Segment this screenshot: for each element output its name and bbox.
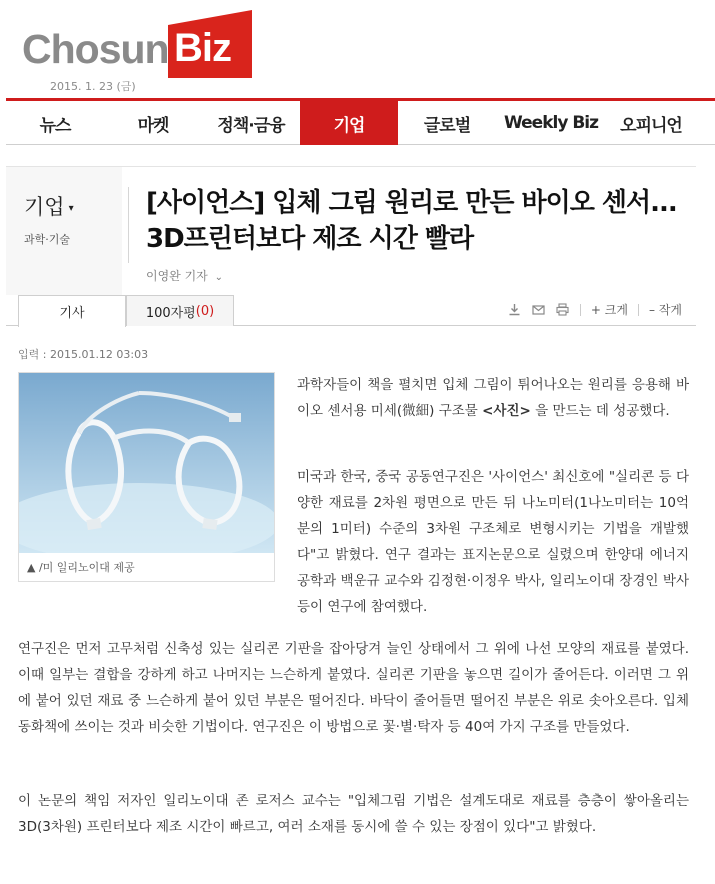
nav-news[interactable]: 뉴스 (39, 115, 71, 136)
byline-author: 이영완 기자 (146, 269, 208, 283)
print-icon[interactable] (556, 303, 570, 317)
nav-policy-finance[interactable]: 정책·금융 (217, 115, 285, 136)
article-tabbar (6, 295, 696, 326)
main-nav (6, 98, 715, 145)
logo-text-chosun: Chosun (22, 26, 169, 72)
tab-comments-label: 100자평 (145, 305, 196, 321)
chevron-down-icon: ⌄ (214, 272, 223, 283)
paragraph-1-text-a: 과학자들이 책을 펼치면 입체 그림이 튀어나오는 원리를 응용해 바이오 센서용 미세(微細) 구조물 (297, 377, 689, 419)
caret-down-icon: ▾ (68, 202, 74, 214)
nav-business[interactable]: 기업 (300, 101, 398, 145)
section-subtitle[interactable]: 과학·기술 (24, 233, 71, 246)
section-box (6, 167, 122, 295)
section-title[interactable] (24, 191, 74, 221)
nav-global[interactable]: 글로벌 (423, 115, 471, 136)
paragraph-1 (297, 372, 689, 424)
tab-article-label: 기사 (59, 306, 85, 321)
paragraph-3: 연구진은 먼저 고무처럼 신축성 있는 실리콘 기판을 잡아당겨 늘인 상태에서 그 위에 나선 모양의 재료를 붙였다. 이때 일부는 결합을 강하게 하고 나머지는 느슨하게 붙였다. 실리콘 기판을 놓으면 길이가 줄어든다. 이러면 그 위에 붙어 있던 재료 중 느슨하게 붙어 있던 부분은 떨어진다. 바닥이 줄어들면 떨어진 부분은 위로 솟아오른다. 입체 동화책에 쓰이는 것과 비슷한 기법이다. 연구진은 이 방법으로 꽃·별·탁자 등 40여 가지 구조를 만들었다. (18, 641, 689, 735)
comment-count: (0) (195, 303, 215, 319)
nav-market[interactable]: 마켓 (137, 115, 169, 136)
font-increase-label: 크게 (604, 303, 628, 317)
byline[interactable] (146, 267, 223, 284)
paragraph-2: 미국과 한국, 중국 공동연구진은 '사이언스' 최신호에 "실리콘 등 다양한 재료를 2차원 평면으로 만든 뒤 나노미터(1나노미터는 10억분의 1미터) 수준의 3차원 구조체로 변형시키는 기법을 개발했다"고 밝혔다. 연구 결과는 표지논문으로 실렸으며 한양대 에너지공학과 백운규 교수와 김정현·이정우 박사, 일리노이대 장경인 박사 등이 연구에 참여했다. (297, 469, 689, 615)
tab-comments[interactable] (126, 295, 234, 326)
logo-text-biz: Biz (174, 26, 231, 70)
font-decrease-label: 작게 (658, 303, 682, 317)
tool-separator (580, 304, 581, 316)
nav-weekly-biz[interactable]: Weekly Biz (503, 113, 599, 133)
input-date: 입력 : 2015.01.12 03:03 (18, 348, 149, 361)
header-date: 2015. 1. 23 (금) (50, 80, 136, 93)
article-headline: [사이언스] 입체 그림 원리로 만든 바이오 센서... 3D프린터보다 제조 시간 빨라 (146, 188, 677, 254)
article-photo-box (18, 372, 275, 582)
paragraph-4: 이 논문의 책임 저자인 일리노이대 존 로저스 교수는 "입체그림 기법은 설계도대로 재료를 층층이 쌓아올리는 3D(3차원) 프린터보다 제조 시간이 빠르고, 여러 소재를 동시에 쓸 수 있는 장점이 있다"고 밝혔다. (18, 793, 689, 835)
download-icon[interactable] (508, 303, 522, 317)
font-increase-button[interactable]: + 크게 (590, 303, 628, 317)
font-decrease-button[interactable]: – 작게 (648, 303, 682, 317)
tab-article[interactable] (18, 295, 126, 327)
article-photo[interactable] (19, 373, 274, 553)
paragraph-1-text-c: 을 만드는 데 성공했다. (530, 403, 670, 419)
email-icon[interactable] (532, 303, 546, 317)
photo-caption: ▲ /미 일리노이대 제공 (27, 561, 135, 574)
divider (128, 187, 129, 263)
photo-reference: <사진> (482, 403, 531, 419)
article-tools (508, 301, 682, 318)
section-title-label: 기업 (24, 195, 65, 219)
nav-opinion[interactable]: 오피니언 (620, 115, 682, 136)
tool-separator (638, 304, 639, 316)
